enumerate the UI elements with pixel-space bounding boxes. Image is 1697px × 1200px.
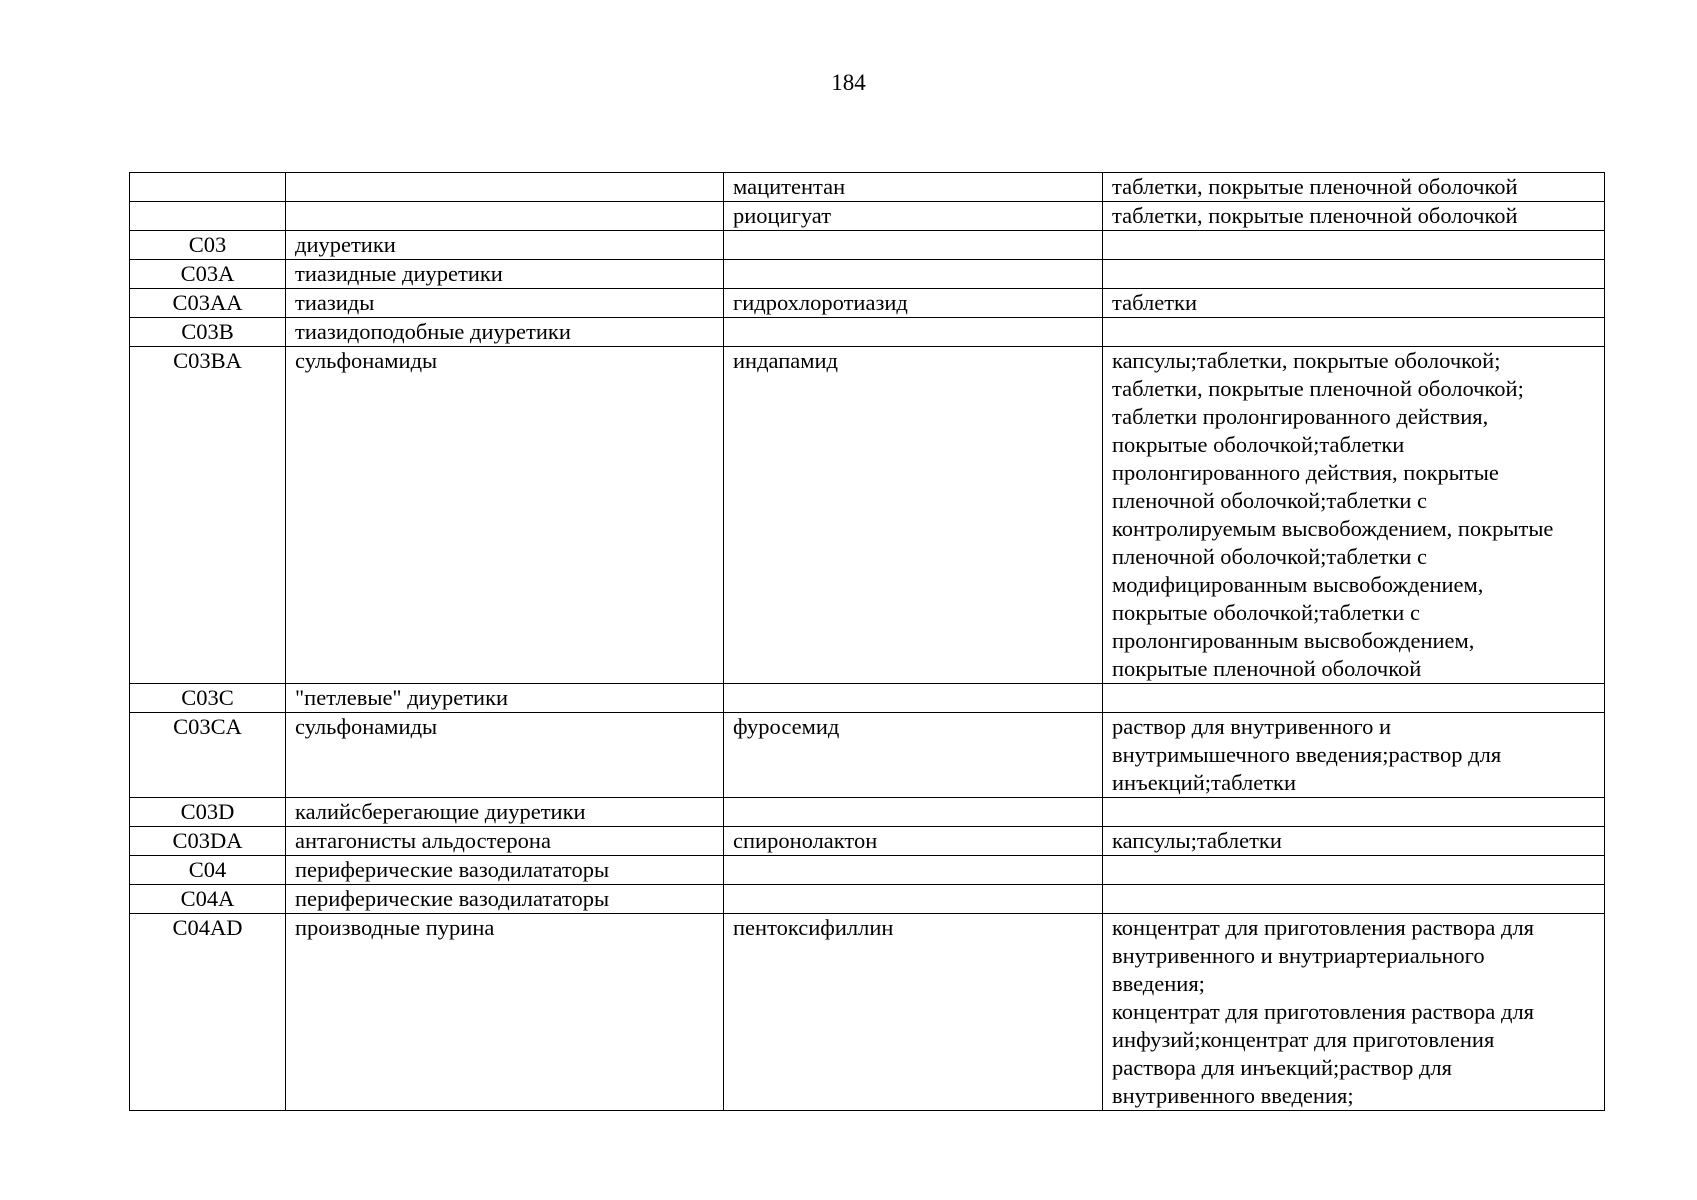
dosage-form-line: внутримышечного введения;раствор для bbox=[1112, 742, 1502, 767]
anatomic-group-cell: "петлевые" диуретики bbox=[286, 684, 724, 713]
anatomic-group-cell: тиазиды bbox=[286, 289, 724, 318]
anatomic-group-cell: тиазидные диуретики bbox=[286, 260, 724, 289]
table-row bbox=[130, 347, 1605, 684]
atc-code-cell: C03A bbox=[130, 260, 286, 289]
drug-name-cell: фуросемид bbox=[724, 713, 1103, 798]
dosage-form-cell bbox=[1103, 798, 1605, 827]
page-number: 184 bbox=[831, 70, 866, 95]
table-body bbox=[130, 173, 1605, 1111]
table-row bbox=[130, 231, 1605, 260]
atc-code-cell: C03CA bbox=[130, 713, 286, 798]
dosage-form-line: пролонгированным высвобождением, bbox=[1112, 628, 1475, 653]
drug-name-cell: риоцигуат bbox=[724, 202, 1103, 231]
anatomic-group-cell bbox=[286, 202, 724, 231]
atc-code-cell: C03DA bbox=[130, 827, 286, 856]
table-row bbox=[130, 202, 1605, 231]
dosage-form-line: таблетки пролонгированного действия, bbox=[1112, 404, 1489, 429]
dosage-form-cell bbox=[1103, 856, 1605, 885]
dosage-form-cell bbox=[1103, 173, 1605, 202]
drug-name-cell bbox=[724, 231, 1103, 260]
dosage-form-line: модифицированным высвобождением, bbox=[1112, 572, 1484, 597]
dosage-form-line: концентрат для приготовления раствора для bbox=[1112, 999, 1535, 1024]
dosage-form-cell bbox=[1103, 260, 1605, 289]
dosage-form-line: внутривенного и внутриартериального bbox=[1112, 943, 1485, 968]
dosage-form-line: покрытые оболочкой;таблетки bbox=[1112, 432, 1405, 457]
table-row bbox=[130, 318, 1605, 347]
dosage-form-cell bbox=[1103, 289, 1605, 318]
dosage-form-line: раствора для инъекций;раствор для bbox=[1112, 1055, 1452, 1080]
dosage-form-cell bbox=[1103, 231, 1605, 260]
atc-code-cell: C04A bbox=[130, 885, 286, 914]
table-row bbox=[130, 289, 1605, 318]
drug-name-cell: гидрохлоротиазид bbox=[724, 289, 1103, 318]
atc-code-cell bbox=[130, 202, 286, 231]
atc-code-cell: C03D bbox=[130, 798, 286, 827]
dosage-form-cell bbox=[1103, 827, 1605, 856]
anatomic-group-cell: тиазидоподобные диуретики bbox=[286, 318, 724, 347]
drug-name-cell: спиронолактон bbox=[724, 827, 1103, 856]
dosage-form-line: покрытые оболочкой;таблетки с bbox=[1112, 600, 1420, 625]
atc-code-cell: C03BA bbox=[130, 347, 286, 684]
anatomic-group-cell: периферические вазодилататоры bbox=[286, 856, 724, 885]
drug-table bbox=[129, 172, 1605, 1111]
dosage-form-line: введения; bbox=[1112, 971, 1205, 996]
table-row bbox=[130, 798, 1605, 827]
anatomic-group-cell: калийсберегающие диуретики bbox=[286, 798, 724, 827]
anatomic-group-cell: периферические вазодилататоры bbox=[286, 885, 724, 914]
anatomic-group-cell: диуретики bbox=[286, 231, 724, 260]
drug-name-cell: пентоксифиллин bbox=[724, 914, 1103, 1111]
dosage-form-cell bbox=[1103, 684, 1605, 713]
dosage-form-line: таблетки, покрытые пленочной оболочкой; bbox=[1112, 376, 1524, 401]
dosage-form-cell bbox=[1103, 914, 1605, 1111]
dosage-form-line: таблетки, покрытые пленочной оболочкой bbox=[1112, 174, 1518, 199]
anatomic-group-cell: сульфонамиды bbox=[286, 713, 724, 798]
dosage-form-line: пролонгированного действия, покрытые bbox=[1112, 460, 1499, 485]
dosage-form-cell bbox=[1103, 318, 1605, 347]
atc-code-cell: C03 bbox=[130, 231, 286, 260]
dosage-form-cell bbox=[1103, 202, 1605, 231]
atc-code-cell: C03C bbox=[130, 684, 286, 713]
dosage-form-cell bbox=[1103, 713, 1605, 798]
dosage-form-line: пленочной оболочкой;таблетки с bbox=[1112, 488, 1428, 513]
anatomic-group-cell: производные пурина bbox=[286, 914, 724, 1111]
anatomic-group-cell: сульфонамиды bbox=[286, 347, 724, 684]
dosage-form-cell bbox=[1103, 347, 1605, 684]
dosage-form-cell bbox=[1103, 885, 1605, 914]
dosage-form-line: контролируемым высвобождением, покрытые bbox=[1112, 516, 1554, 541]
table-row bbox=[130, 885, 1605, 914]
drug-name-cell bbox=[724, 798, 1103, 827]
drug-name-cell: мацитентан bbox=[724, 173, 1103, 202]
dosage-form-line: инъекций;таблетки bbox=[1112, 770, 1297, 795]
table-row bbox=[130, 173, 1605, 202]
dosage-form-line: концентрат для приготовления раствора для bbox=[1112, 915, 1535, 940]
anatomic-group-cell: антагонисты альдостерона bbox=[286, 827, 724, 856]
drug-name-cell bbox=[724, 684, 1103, 713]
dosage-form-line: раствор для внутривенного и bbox=[1112, 714, 1392, 739]
anatomic-group-cell bbox=[286, 173, 724, 202]
dosage-form-line: таблетки bbox=[1112, 290, 1198, 315]
atc-code-cell bbox=[130, 173, 286, 202]
dosage-form-line: таблетки, покрытые пленочной оболочкой bbox=[1112, 203, 1518, 228]
drug-name-cell: индапамид bbox=[724, 347, 1103, 684]
dosage-form-line: инфузий;концентрат для приготовления bbox=[1112, 1027, 1495, 1052]
table-row bbox=[130, 713, 1605, 798]
atc-code-cell: C03AA bbox=[130, 289, 286, 318]
dosage-form-line: капсулы;таблетки bbox=[1112, 828, 1282, 853]
table-row bbox=[130, 827, 1605, 856]
dosage-form-line: покрытые пленочной оболочкой bbox=[1112, 656, 1422, 681]
drug-name-cell bbox=[724, 260, 1103, 289]
dosage-form-line: капсулы;таблетки, покрытые оболочкой; bbox=[1112, 348, 1501, 373]
atc-code-cell: C04 bbox=[130, 856, 286, 885]
dosage-form-line: внутривенного введения; bbox=[1112, 1083, 1354, 1108]
table-row bbox=[130, 856, 1605, 885]
atc-code-cell: C03B bbox=[130, 318, 286, 347]
dosage-form-line: пленочной оболочкой;таблетки с bbox=[1112, 544, 1428, 569]
drug-name-cell bbox=[724, 318, 1103, 347]
atc-code-cell: C04AD bbox=[130, 914, 286, 1111]
drug-name-cell bbox=[724, 885, 1103, 914]
table-row bbox=[130, 914, 1605, 1111]
drug-name-cell bbox=[724, 856, 1103, 885]
table-row bbox=[130, 260, 1605, 289]
table-row bbox=[130, 684, 1605, 713]
